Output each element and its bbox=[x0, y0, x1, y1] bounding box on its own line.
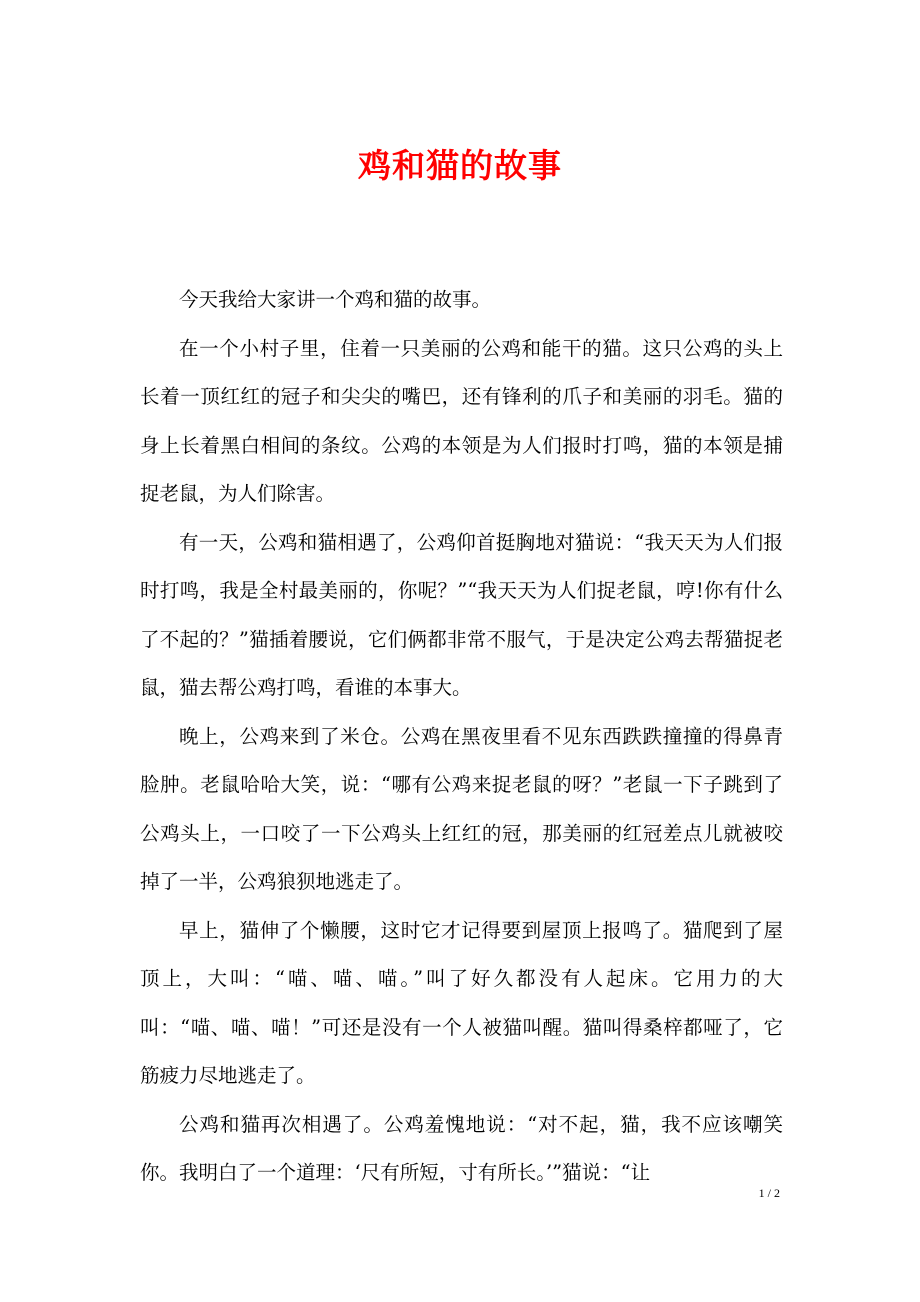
paragraph: 今天我给大家讲一个鸡和猫的故事。 bbox=[179, 288, 492, 311]
paragraph: 早上，猫伸了个懒腰，这时它才记得要到屋顶上报鸣了。猫爬到了屋顶上，大叫：“喵、喵、喵。”叫了好久都没有人起床。它用力的大叫：“喵、喵、喵！”可还是没有一个人被猫叫醒。猫叫得桑梓都哑了，它筋疲力尽地逃走了。 bbox=[140, 918, 783, 1087]
document-title: 鸡和猫的故事 bbox=[358, 146, 562, 185]
page-number: 1 / 2 bbox=[758, 1186, 780, 1200]
document-body bbox=[140, 276, 783, 1198]
paragraph: 公鸡和猫再次相遇了。公鸡羞愧地说：“对不起，猫，我不应该嘲笑你。我明白了一个道理：‘尺有所短，寸有所长。’”猫说：“让 bbox=[140, 1112, 783, 1184]
paragraph: 在一个小村子里，住着一只美丽的公鸡和能干的猫。这只公鸡的头上长着一顶红红的冠子和尖尖的嘴巴，还有锋利的爪子和美丽的羽毛。猫的身上长着黑白相间的条纹。公鸡的本领是为人们报时打鸣，猫的本领是捕捉老鼠，为人们除害。 bbox=[140, 336, 783, 505]
paragraph: 有一天，公鸡和猫相遇了，公鸡仰首挺胸地对猫说：“我天天为人们报时打鸣，我是全村最美丽的，你呢？”“我天天为人们捉老鼠，哼!你有什么了不起的？”猫插着腰说，它们俩都非常不服气，于是决定公鸡去帮猫捉老鼠，猫去帮公鸡打鸣，看谁的本事大。 bbox=[140, 530, 783, 699]
paragraph: 晚上，公鸡来到了米仓。公鸡在黑夜里看不见东西跌跌撞撞的得鼻青脸肿。老鼠哈哈大笑，说：“哪有公鸡来捉老鼠的呀？”老鼠一下子跳到了公鸡头上，一口咬了一下公鸡头上红红的冠，那美丽的红冠差点儿就被咬掉了一半，公鸡狼狈地逃走了。 bbox=[140, 724, 783, 893]
